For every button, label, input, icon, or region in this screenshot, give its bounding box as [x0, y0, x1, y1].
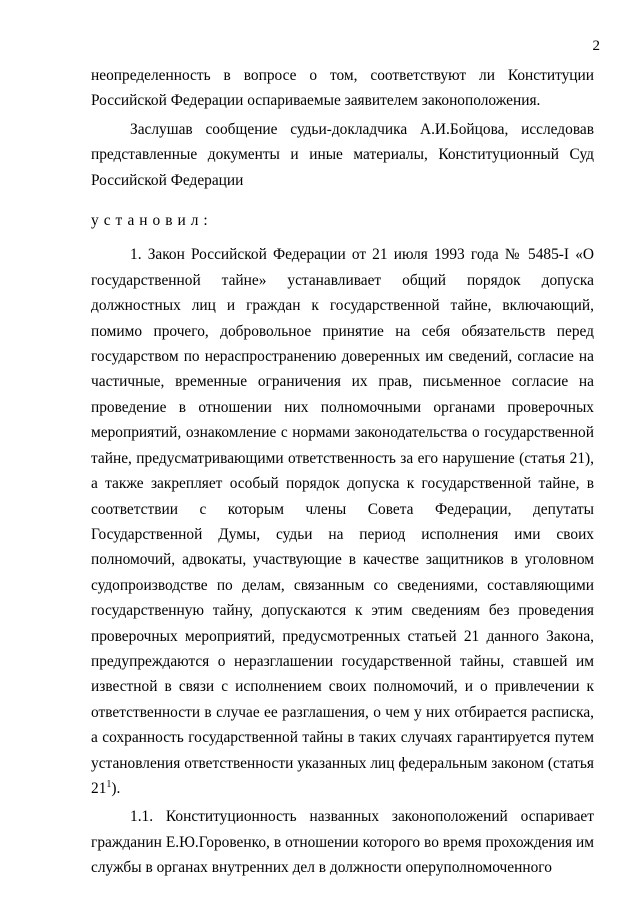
paragraph-point-1-1: 1.1. Конституционность названных законоположений оспаривает гражданин Е.Ю.Горовенко, в отношении которого во время прохождения им службы в органах внутренних дел в должности оперуполномоченного [91, 808, 594, 877]
paragraph-hearing: Заслушав сообщение судьи-докладчика А.И.Бойцова, исследовав представленные документы и иные материалы, Конституционный Суд Российской Федерации [91, 120, 594, 189]
document-body [91, 63, 594, 881]
page-number: 2 [592, 38, 600, 54]
established-heading: установил: [91, 212, 213, 230]
point-1-text: 1. Закон Российской Федерации от 21 июля 1993 года № 5485-I «О государственной тайне» устанавливает общий порядок допуска должностных лиц и граждан к государственной тайне, включающий, помимо прочего, добровольное принятие на себя обязательств перед государством по нераспространению доверенных им сведений, согласие на частичные, временные ограничения их прав, письменное согласие на проведение в отношении них полномочными органами проверочных мероприятий, ознакомление с нормами законодательства о государственной тайне, предусматривающими ответственность за его нарушение (статья 21), а также закрепляет особый порядок допуска к государственной тайне, в соответствии с которым члены Совета Федерации, депутаты Государственной Думы, судьи на период исполнения ими своих полномочий, адвокаты, участвующие в качестве защитников в уголовном судопроизводстве по делам, связанным со сведениями, составляющими государственную тайну, допускаются к этим сведениям без проведения проверочных мероприятий, предусмотренных статьей 21 данного Закона, предупреждаются о неразглашении государственной тайны, ставшей им известной в связи с исполнением своих полномочий, и о привлечении к ответственности в случае ее разглашения, о чем у них отбирается расписка, а сохранность государственной тайны в таких случаях гарантируется путем установления ответственности указанных лиц федеральным законом (статья 21 [91, 246, 594, 797]
paragraph-continuation: неопределенность в вопросе о том, соответствуют ли Конституции Российской Федерации оспариваемые заявителем законоположения. [91, 67, 594, 110]
paragraph-point-1 [91, 242, 594, 801]
point-1-superscript: 1 [106, 778, 112, 790]
point-1-tail: ). [111, 779, 121, 797]
